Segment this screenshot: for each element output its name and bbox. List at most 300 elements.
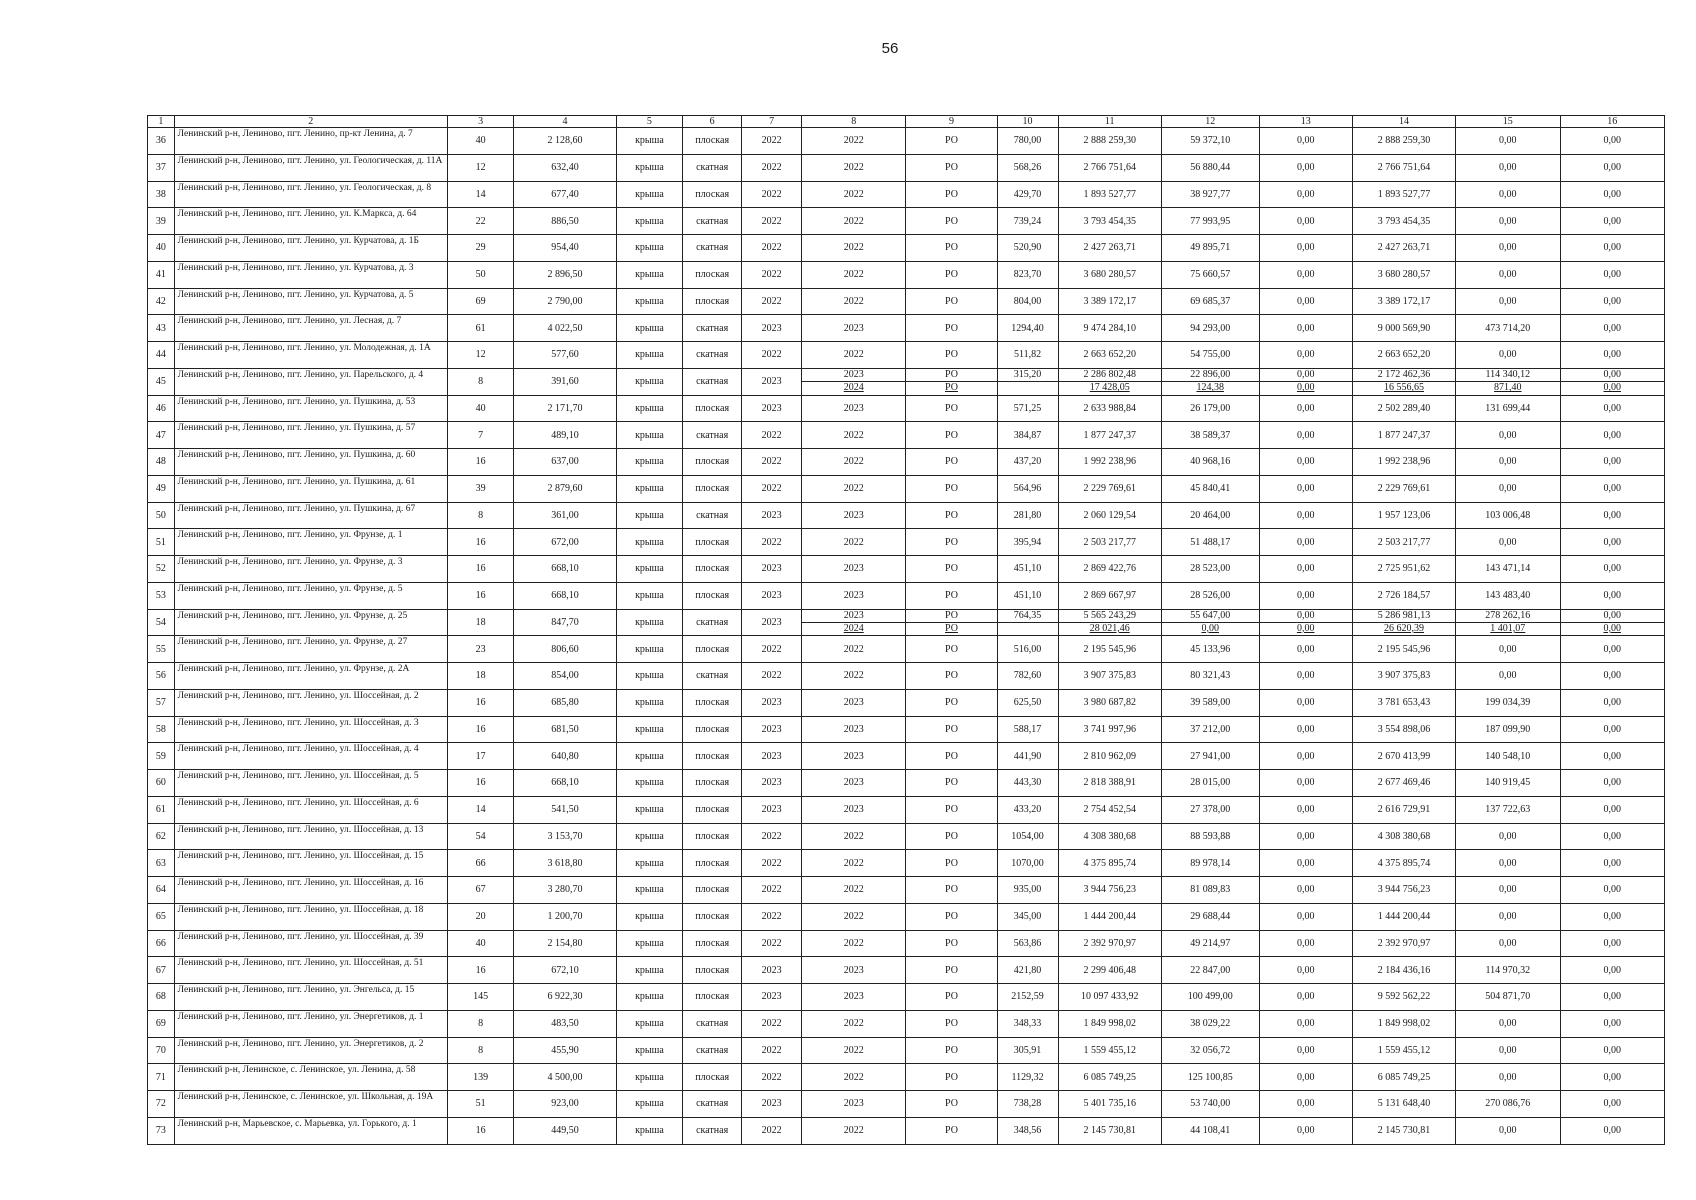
- cost-col-13-cell: 0,00: [1259, 903, 1352, 930]
- row-number-cell: 48: [148, 449, 175, 476]
- year-start-cell: 2022: [742, 154, 802, 181]
- cost-col-13-cell: 0,00: [1259, 1091, 1352, 1118]
- roof-area-cell: 780,00: [997, 128, 1058, 155]
- total-cost-cell: 1 559 455,12: [1058, 1037, 1161, 1064]
- year-works-line: 2023: [802, 369, 905, 382]
- roof-type-cell: плоская: [683, 395, 742, 422]
- total-cost-cell: 3 741 997,96: [1058, 716, 1161, 743]
- cost-col-16-cell: 0,00: [1560, 395, 1665, 422]
- source-cell: РО: [906, 1091, 997, 1118]
- floors-cell: 61: [447, 315, 514, 342]
- roof-type-cell: скатная: [683, 1037, 742, 1064]
- column-number-cell: 11: [1058, 116, 1161, 128]
- area-cell: 541,50: [514, 796, 616, 823]
- cost-col-13-cell: 0,00: [1259, 716, 1352, 743]
- source-cell: РО: [906, 1064, 997, 1091]
- total-cost-cell: 2 766 751,64: [1058, 154, 1161, 181]
- table-row: [148, 1091, 1665, 1118]
- cost-col-14-cell: 2 503 217,77: [1352, 529, 1455, 556]
- source-cell: РО: [906, 502, 997, 529]
- roof-area-cell: 451,10: [997, 556, 1058, 583]
- total-cost-cell: 2 818 388,91: [1058, 770, 1161, 797]
- cost-col-14-cell: 3 907 375,83: [1352, 663, 1455, 690]
- roof-area-cell: 625,50: [997, 689, 1058, 716]
- cost-col-16-cell: 0,00: [1560, 342, 1665, 369]
- cost-col-13-cell: 0,00: [1259, 342, 1352, 369]
- cost-col-13-cell: 0,00: [1259, 422, 1352, 449]
- total-cost-cell: 2 810 962,09: [1058, 743, 1161, 770]
- table-row: [148, 502, 1665, 529]
- cost-col-12-cell: 77 993,95: [1161, 208, 1259, 235]
- cost-col-14-cell: 2 616 729,91: [1352, 796, 1455, 823]
- address-cell: Ленинский р-н, Лениново, пгт. Ленино, ул. Шоссейная, д. 2: [174, 689, 447, 716]
- cost-col-15-cell: [1456, 609, 1560, 636]
- cost-col-14-cell: 2 229 769,61: [1352, 475, 1455, 502]
- year-works-cell: 2022: [802, 529, 906, 556]
- table-row: [148, 930, 1665, 957]
- source-cell: РО: [906, 930, 997, 957]
- table-row: [148, 235, 1665, 262]
- year-works-cell: 2022: [802, 128, 906, 155]
- table-row: [148, 743, 1665, 770]
- table-row: [148, 208, 1665, 235]
- year-start-cell: 2022: [742, 636, 802, 663]
- source-cell: РО: [906, 1010, 997, 1037]
- area-cell: 677,40: [514, 181, 616, 208]
- year-start-cell: 2023: [742, 395, 802, 422]
- cost-col-16-cell: 0,00: [1560, 288, 1665, 315]
- year-works-cell: [802, 609, 906, 636]
- cost-col-14-cell: 2 670 413,99: [1352, 743, 1455, 770]
- year-works-cell: 2022: [802, 422, 906, 449]
- column-number-cell: 13: [1259, 116, 1352, 128]
- year-works-cell: 2022: [802, 930, 906, 957]
- address-cell: Ленинский р-н, Лениново, пгт. Ленино, ул. Геологическая, д. 8: [174, 181, 447, 208]
- roof-type-cell: скатная: [683, 235, 742, 262]
- cost-col-16-cell: 0,00: [1560, 181, 1665, 208]
- table-row: [148, 556, 1665, 583]
- element-type-cell: крыша: [616, 422, 683, 449]
- table-row: [148, 1010, 1665, 1037]
- cost-col-12-cell: 69 685,37: [1161, 288, 1259, 315]
- table-row: [148, 1037, 1665, 1064]
- row-number-cell: 45: [148, 368, 175, 395]
- cost-col-14-cell: 2 677 469,46: [1352, 770, 1455, 797]
- year-start-cell: 2023: [742, 315, 802, 342]
- source-cell: РО: [906, 984, 997, 1011]
- column-number-cell: 9: [906, 116, 997, 128]
- source-cell: РО: [906, 128, 997, 155]
- area-cell: 6 922,30: [514, 984, 616, 1011]
- year-start-cell: 2023: [742, 984, 802, 1011]
- area-cell: 886,50: [514, 208, 616, 235]
- cost-col-12-cell: 22 847,00: [1161, 957, 1259, 984]
- table-row: [148, 288, 1665, 315]
- cost-col-15-cell: 114 970,32: [1456, 957, 1560, 984]
- source-cell: РО: [906, 235, 997, 262]
- element-type-cell: крыша: [616, 288, 683, 315]
- table-row: [148, 796, 1665, 823]
- roof-area-cell: 1294,40: [997, 315, 1058, 342]
- year-works-cell: 2023: [802, 315, 906, 342]
- roof-area-cell: 305,91: [997, 1037, 1058, 1064]
- row-number-cell: 40: [148, 235, 175, 262]
- element-type-cell: крыша: [616, 823, 683, 850]
- area-cell: 3 153,70: [514, 823, 616, 850]
- year-works-cell: 2022: [802, 823, 906, 850]
- element-type-cell: крыша: [616, 208, 683, 235]
- total-cost-cell: 2 060 129,54: [1058, 502, 1161, 529]
- cost-col-13-cell: 0,00: [1259, 395, 1352, 422]
- row-number-cell: 53: [148, 582, 175, 609]
- total-cost-cell: 2 503 217,77: [1058, 529, 1161, 556]
- year-start-cell: 2022: [742, 663, 802, 690]
- source-cell: РО: [906, 1117, 997, 1144]
- address-cell: Ленинский р-н, Лениново, пгт. Ленино, ул. Шоссейная, д. 18: [174, 903, 447, 930]
- cost-col-14-cell: 2 145 730,81: [1352, 1117, 1455, 1144]
- floors-cell: 145: [447, 984, 514, 1011]
- total-cost-cell: 6 085 749,25: [1058, 1064, 1161, 1091]
- table-row: [148, 877, 1665, 904]
- source-cell: РО: [906, 288, 997, 315]
- element-type-cell: крыша: [616, 261, 683, 288]
- total-cost-cell: [1058, 609, 1161, 636]
- address-cell: Ленинский р-н, Лениново, пгт. Ленино, ул. Фрунзе, д. 3: [174, 556, 447, 583]
- table-row: [148, 154, 1665, 181]
- cost-col-15-cell: 504 871,70: [1456, 984, 1560, 1011]
- element-type-cell: крыша: [616, 235, 683, 262]
- cost-col-14-line: 26 620,39: [1383, 622, 1424, 634]
- cost-col-15-cell: 103 006,48: [1456, 502, 1560, 529]
- table-row: [148, 716, 1665, 743]
- cost-col-16-cell: 0,00: [1560, 475, 1665, 502]
- cost-col-16-cell: 0,00: [1560, 208, 1665, 235]
- cost-col-16-cell: 0,00: [1560, 422, 1665, 449]
- source-cell: РО: [906, 422, 997, 449]
- table-row: [148, 449, 1665, 476]
- area-cell: 672,00: [514, 529, 616, 556]
- roof-area-cell: 395,94: [997, 529, 1058, 556]
- roof-area-cell: 2152,59: [997, 984, 1058, 1011]
- year-start-cell: 2023: [742, 609, 802, 636]
- area-cell: 2 790,00: [514, 288, 616, 315]
- area-cell: 4 022,50: [514, 315, 616, 342]
- cost-col-16-cell: 0,00: [1560, 850, 1665, 877]
- cost-col-15-cell: 143 483,40: [1456, 582, 1560, 609]
- row-number-cell: 60: [148, 770, 175, 797]
- cost-col-12-cell: 89 978,14: [1161, 850, 1259, 877]
- element-type-cell: крыша: [616, 315, 683, 342]
- source-cell: РО: [906, 957, 997, 984]
- row-number-cell: 36: [148, 128, 175, 155]
- floors-cell: 40: [447, 128, 514, 155]
- cost-col-16-cell: 0,00: [1560, 716, 1665, 743]
- year-works-cell: 2022: [802, 288, 906, 315]
- cost-col-13-cell: [1259, 609, 1352, 636]
- address-cell: Ленинский р-н, Лениново, пгт. Ленино, ул. Шоссейная, д. 6: [174, 796, 447, 823]
- address-cell: Ленинский р-н, Лениново, пгт. Ленино, ул. Фрунзе, д. 5: [174, 582, 447, 609]
- cost-col-14-cell: 2 726 184,57: [1352, 582, 1455, 609]
- floors-cell: 8: [447, 1010, 514, 1037]
- cost-col-14-cell: 3 781 653,43: [1352, 689, 1455, 716]
- address-cell: Ленинский р-н, Лениново, пгт. Ленино, ул. Лесная, д. 7: [174, 315, 447, 342]
- cost-col-15-cell: 0,00: [1456, 128, 1560, 155]
- floors-cell: 16: [447, 689, 514, 716]
- year-start-cell: 2022: [742, 877, 802, 904]
- source-cell: РО: [906, 181, 997, 208]
- cost-col-12-cell: [1161, 368, 1259, 395]
- cost-col-13-cell: 0,00: [1259, 1037, 1352, 1064]
- cost-col-15-cell: 0,00: [1456, 449, 1560, 476]
- roof-type-cell: скатная: [683, 315, 742, 342]
- cost-col-16-cell: 0,00: [1560, 984, 1665, 1011]
- floors-cell: 51: [447, 1091, 514, 1118]
- roof-type-cell: плоская: [683, 582, 742, 609]
- year-works-cell: 2022: [802, 850, 906, 877]
- cost-col-15-cell: 0,00: [1456, 823, 1560, 850]
- cost-col-14-cell: 3 554 898,06: [1352, 716, 1455, 743]
- cost-col-13-cell: 0,00: [1259, 823, 1352, 850]
- total-cost-cell: [1058, 368, 1161, 395]
- roof-area-cell: 348,56: [997, 1117, 1058, 1144]
- roof-area-cell: 451,10: [997, 582, 1058, 609]
- cost-col-14-cell: 1 849 998,02: [1352, 1010, 1455, 1037]
- cost-col-14-cell: 2 888 259,30: [1352, 128, 1455, 155]
- column-number-cell: 3: [447, 116, 514, 128]
- address-cell: Ленинский р-н, Лениново, пгт. Ленино, ул. Курчатова, д. 1Б: [174, 235, 447, 262]
- roof-area-line: [998, 382, 1058, 394]
- cost-col-14-cell: 4 308 380,68: [1352, 823, 1455, 850]
- cost-col-15-cell: 0,00: [1456, 422, 1560, 449]
- cost-col-15-cell: 0,00: [1456, 475, 1560, 502]
- year-works-cell: 2022: [802, 1064, 906, 1091]
- cost-col-12-cell: 51 488,17: [1161, 529, 1259, 556]
- cost-col-13-cell: 0,00: [1259, 502, 1352, 529]
- cost-col-14-cell: 2 725 951,62: [1352, 556, 1455, 583]
- cost-col-15-cell: 187 099,90: [1456, 716, 1560, 743]
- roof-area-cell: [997, 609, 1058, 636]
- row-number-cell: 57: [148, 689, 175, 716]
- source-cell: РО: [906, 770, 997, 797]
- floors-cell: 16: [447, 770, 514, 797]
- year-works-cell: 2022: [802, 154, 906, 181]
- area-cell: 449,50: [514, 1117, 616, 1144]
- total-cost-cell: 2 229 769,61: [1058, 475, 1161, 502]
- cost-col-16-cell: 0,00: [1560, 261, 1665, 288]
- address-cell: Ленинский р-н, Лениново, пгт. Ленино, ул. Фрунзе, д. 1: [174, 529, 447, 556]
- cost-col-16-cell: 0,00: [1560, 877, 1665, 904]
- element-type-cell: крыша: [616, 877, 683, 904]
- element-type-cell: крыша: [616, 475, 683, 502]
- address-cell: Ленинский р-н, Лениново, пгт. Ленино, ул. Курчатова, д. 3: [174, 261, 447, 288]
- row-number-cell: 46: [148, 395, 175, 422]
- cost-col-16-line: 0,00: [1603, 622, 1621, 634]
- roof-type-cell: плоская: [683, 850, 742, 877]
- roof-type-cell: плоская: [683, 181, 742, 208]
- cost-col-13-cell: 0,00: [1259, 743, 1352, 770]
- cost-col-16-cell: 0,00: [1560, 502, 1665, 529]
- cost-col-12-cell: 27 378,00: [1161, 796, 1259, 823]
- source-cell: РО: [906, 475, 997, 502]
- table-row: [148, 1117, 1665, 1144]
- column-number-cell: 4: [514, 116, 616, 128]
- table-row: [148, 903, 1665, 930]
- cost-col-12-cell: 49 214,97: [1161, 930, 1259, 957]
- cost-col-12-line: 55 647,00: [1162, 610, 1259, 623]
- cost-col-16-cell: 0,00: [1560, 1064, 1665, 1091]
- year-start-cell: 2022: [742, 903, 802, 930]
- roof-type-cell: плоская: [683, 636, 742, 663]
- area-cell: 954,40: [514, 235, 616, 262]
- floors-cell: 14: [447, 796, 514, 823]
- year-works-cell: 2022: [802, 1037, 906, 1064]
- year-works-cell: 2023: [802, 957, 906, 984]
- roof-type-cell: скатная: [683, 609, 742, 636]
- cost-col-15-line: 1 401,07: [1490, 622, 1526, 634]
- floors-cell: 20: [447, 903, 514, 930]
- year-start-cell: 2023: [742, 743, 802, 770]
- element-type-cell: крыша: [616, 743, 683, 770]
- column-number-cell: 12: [1161, 116, 1259, 128]
- floors-cell: 18: [447, 663, 514, 690]
- area-cell: 854,00: [514, 663, 616, 690]
- cost-col-15-cell: 0,00: [1456, 208, 1560, 235]
- roof-area-cell: 421,80: [997, 957, 1058, 984]
- cost-col-15-line: 114 340,12: [1456, 369, 1559, 382]
- cost-col-13-cell: 0,00: [1259, 957, 1352, 984]
- source-cell: [906, 609, 997, 636]
- cost-col-12-cell: 40 968,16: [1161, 449, 1259, 476]
- source-cell: РО: [906, 582, 997, 609]
- table-row: [148, 984, 1665, 1011]
- cost-col-16-cell: 0,00: [1560, 235, 1665, 262]
- row-number-cell: 56: [148, 663, 175, 690]
- roof-area-line: 764,35: [998, 610, 1058, 623]
- year-works-cell: 2023: [802, 1091, 906, 1118]
- cost-col-16-cell: 0,00: [1560, 529, 1665, 556]
- row-number-cell: 39: [148, 208, 175, 235]
- row-number-cell: 50: [148, 502, 175, 529]
- cost-col-16-cell: 0,00: [1560, 1010, 1665, 1037]
- roof-type-cell: скатная: [683, 342, 742, 369]
- roof-area-cell: 345,00: [997, 903, 1058, 930]
- floors-cell: 7: [447, 422, 514, 449]
- source-cell: РО: [906, 716, 997, 743]
- column-number-cell: 10: [997, 116, 1058, 128]
- cost-col-13-cell: 0,00: [1259, 208, 1352, 235]
- row-number-cell: 67: [148, 957, 175, 984]
- row-number-cell: 69: [148, 1010, 175, 1037]
- year-works-line: 2024: [843, 622, 864, 634]
- table-row: [148, 422, 1665, 449]
- cost-col-14-cell: [1352, 609, 1455, 636]
- element-type-cell: крыша: [616, 1037, 683, 1064]
- cost-col-15-cell: 0,00: [1456, 235, 1560, 262]
- total-cost-cell: 10 097 433,92: [1058, 984, 1161, 1011]
- roof-area-cell: 429,70: [997, 181, 1058, 208]
- cost-col-14-cell: 2 766 751,64: [1352, 154, 1455, 181]
- floors-cell: 139: [447, 1064, 514, 1091]
- address-cell: Ленинский р-н, Лениново, пгт. Ленино, ул. Пушкина, д. 60: [174, 449, 447, 476]
- floors-cell: 16: [447, 556, 514, 583]
- cost-col-12-cell: 100 499,00: [1161, 984, 1259, 1011]
- column-number-cell: 15: [1456, 116, 1560, 128]
- source-cell: РО: [906, 315, 997, 342]
- cost-col-16-cell: 0,00: [1560, 689, 1665, 716]
- cost-col-15-cell: 0,00: [1456, 1117, 1560, 1144]
- cost-col-16-cell: 0,00: [1560, 449, 1665, 476]
- cost-col-14-cell: 2 195 545,96: [1352, 636, 1455, 663]
- roof-type-cell: скатная: [683, 368, 742, 395]
- address-cell: Ленинский р-н, Лениново, пгт. Ленино, ул. Пушкина, д. 61: [174, 475, 447, 502]
- floors-cell: 8: [447, 1037, 514, 1064]
- roof-type-cell: плоская: [683, 449, 742, 476]
- cost-col-12-cell: 29 688,44: [1161, 903, 1259, 930]
- table-row: [148, 689, 1665, 716]
- cost-col-14-line: 5 286 981,13: [1353, 610, 1455, 623]
- address-cell: Ленинский р-н, Лениново, пгт. Ленино, ул. Энергетиков, д. 1: [174, 1010, 447, 1037]
- cost-col-15-cell: 0,00: [1456, 1037, 1560, 1064]
- roof-area-cell: 588,17: [997, 716, 1058, 743]
- roof-area-cell: 441,90: [997, 743, 1058, 770]
- cost-col-16-line: 0,00: [1603, 382, 1621, 394]
- roof-type-cell: плоская: [683, 770, 742, 797]
- cost-col-15-cell: 473 714,20: [1456, 315, 1560, 342]
- cost-col-16-cell: 0,00: [1560, 315, 1665, 342]
- cost-col-15-cell: 0,00: [1456, 288, 1560, 315]
- address-cell: Ленинский р-н, Лениново, пгт. Ленино, ул. Пушкина, д. 57: [174, 422, 447, 449]
- cost-col-16-cell: 0,00: [1560, 582, 1665, 609]
- cost-col-15-cell: 199 034,39: [1456, 689, 1560, 716]
- address-cell: Ленинский р-н, Лениново, пгт. Ленино, ул. К.Маркса, д. 64: [174, 208, 447, 235]
- cost-col-12-cell: 39 589,00: [1161, 689, 1259, 716]
- row-number-cell: 54: [148, 609, 175, 636]
- year-start-cell: 2022: [742, 1064, 802, 1091]
- column-number-row: [148, 116, 1665, 128]
- source-cell: РО: [906, 556, 997, 583]
- roof-area-cell: 563,86: [997, 930, 1058, 957]
- year-start-cell: 2022: [742, 1037, 802, 1064]
- year-works-cell: 2023: [802, 984, 906, 1011]
- cost-col-12-cell: 28 015,00: [1161, 770, 1259, 797]
- column-number-cell: 16: [1560, 116, 1665, 128]
- year-start-cell: 2023: [742, 556, 802, 583]
- year-start-cell: 2022: [742, 422, 802, 449]
- roof-area-cell: 520,90: [997, 235, 1058, 262]
- roof-type-cell: скатная: [683, 1091, 742, 1118]
- source-cell: РО: [906, 1037, 997, 1064]
- cost-col-13-line: 0,00: [1260, 610, 1352, 623]
- cost-col-14-cell: [1352, 368, 1455, 395]
- total-cost-cell: 1 877 247,37: [1058, 422, 1161, 449]
- cost-col-14-cell: 1 877 247,37: [1352, 422, 1455, 449]
- cost-col-13-cell: 0,00: [1259, 261, 1352, 288]
- address-cell: Ленинский р-н, Лениново, пгт. Ленино, ул. Шоссейная, д. 15: [174, 850, 447, 877]
- cost-col-12-cell: 94 293,00: [1161, 315, 1259, 342]
- roof-area-cell: 443,30: [997, 770, 1058, 797]
- cost-col-13-cell: 0,00: [1259, 796, 1352, 823]
- total-cost-cell: 2 888 259,30: [1058, 128, 1161, 155]
- area-cell: 806,60: [514, 636, 616, 663]
- source-cell: РО: [906, 877, 997, 904]
- year-start-cell: 2023: [742, 502, 802, 529]
- cost-col-12-cell: 53 740,00: [1161, 1091, 1259, 1118]
- floors-cell: 22: [447, 208, 514, 235]
- roof-area-cell: 281,80: [997, 502, 1058, 529]
- roof-area-cell: 804,00: [997, 288, 1058, 315]
- year-start-cell: 2022: [742, 235, 802, 262]
- year-start-cell: 2022: [742, 128, 802, 155]
